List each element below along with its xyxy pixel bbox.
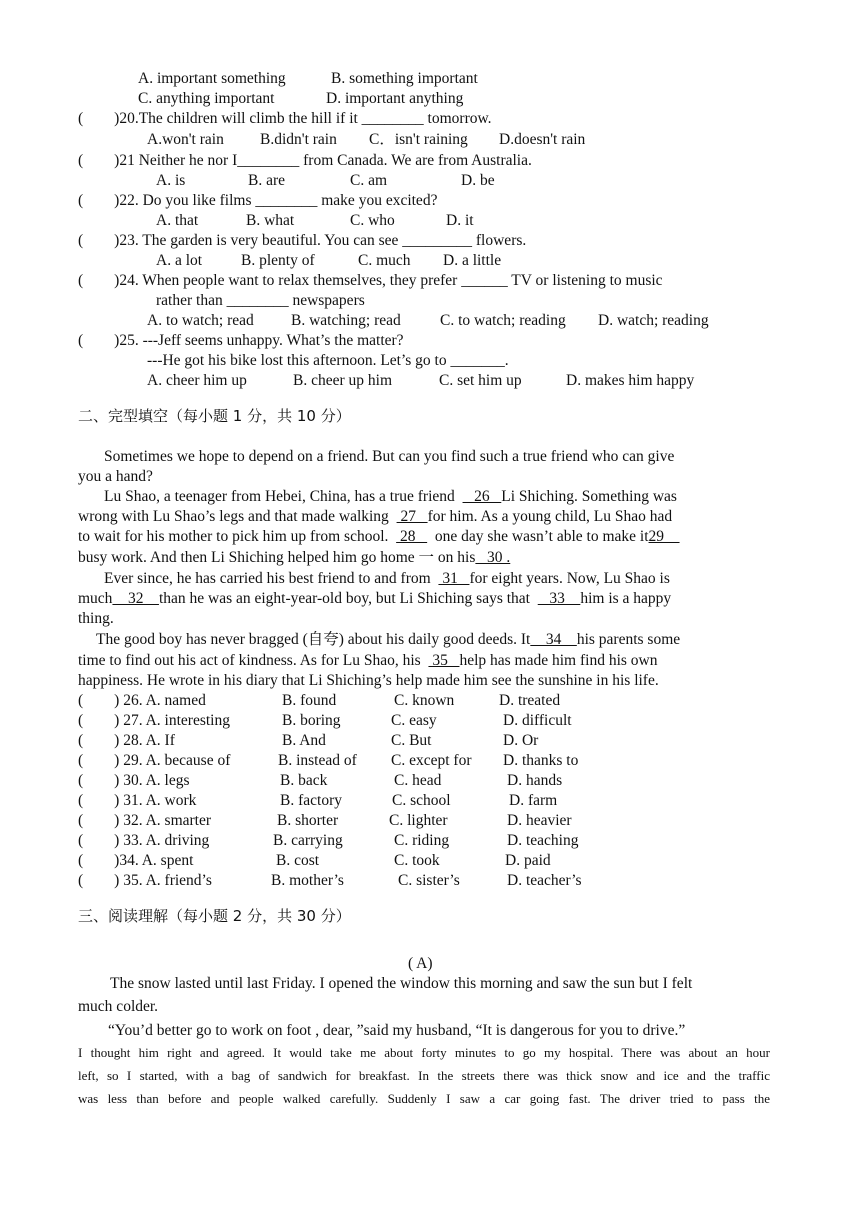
option-d: D. farm (509, 792, 558, 809)
passage-line: much colder. (78, 998, 159, 1015)
option-d: D. be (461, 172, 495, 189)
cloze-item: ( ) 27. A. interesting (78, 712, 230, 729)
option-a: A. is (156, 172, 186, 189)
passage-line: Lu Shao, a teenager from Hebei, China, has a true friend 26 Li Shiching. Something was (104, 488, 677, 505)
option-c: C. sister’s (398, 872, 460, 889)
option-b: B. back (280, 772, 328, 789)
q19-option-b: B. something important (331, 70, 478, 87)
option-b: B. boring (282, 712, 341, 729)
option-c: C. except for (391, 752, 472, 769)
option-d: D. heavier (507, 812, 572, 829)
option-a: A. cheer him up (147, 372, 247, 389)
option-c: C. school (392, 792, 451, 809)
option-c: C．isn't raining (369, 131, 468, 148)
option-b: B. factory (280, 792, 342, 809)
option-d: D. teaching (507, 832, 579, 849)
option-c: C. easy (391, 712, 437, 729)
passage-line: you a hand? (78, 468, 153, 485)
option-b: B. shorter (277, 812, 339, 829)
passage-line: was less than before and people walked carefully. Suddenly I saw a car going fast. The driver tried to pass the (78, 1091, 770, 1106)
option-d: D. hands (507, 772, 563, 789)
option-a: A.won't rain (147, 131, 224, 148)
question-stem-cont: ---He got his bike lost this afternoon. Let’s go to _______. (147, 352, 509, 369)
option-a: A. a lot (156, 252, 203, 269)
option-b: B. And (282, 732, 326, 749)
blank-33: 33 (537, 590, 581, 607)
passage-line: The good boy has never bragged (自夸) about his daily good deeds. It 34 his parents some (96, 631, 681, 648)
option-d: D. difficult (503, 712, 572, 729)
option-c: C. am (350, 172, 388, 189)
option-c: C. But (391, 732, 432, 749)
question-stem: ( )22. Do you like films ________ make you excited? (78, 192, 438, 209)
section-heading: 三、阅读理解（每小题 2 分，共 30 分） (78, 907, 351, 925)
option-b: B. cheer up him (293, 372, 393, 389)
cloze-item: ( ) 35. A. friend’s (78, 872, 212, 889)
option-d: D.doesn't rain (499, 131, 586, 148)
part-label: ( A) (408, 955, 433, 972)
question-stem: ( )25. ---Jeff seems unhappy. What’s the matter? (78, 332, 404, 349)
option-b: B. found (282, 692, 337, 709)
option-c: C. known (394, 692, 455, 709)
option-a: A. that (156, 212, 199, 229)
option-b: B. mother’s (271, 872, 344, 889)
option-d: D. paid (505, 852, 551, 869)
cloze-item: ( ) 32. A. smarter (78, 812, 212, 829)
question-stem-cont: rather than ________ newspapers (156, 292, 365, 309)
passage-line: Ever since, he has carried his best friend to and from 31 for eight years. Now, Lu Shao is (104, 570, 670, 587)
option-c: C. lighter (389, 812, 448, 829)
option-c: C. head (394, 772, 442, 789)
option-c: C. set him up (439, 372, 522, 389)
cloze-item: ( ) 29. A. because of (78, 752, 231, 769)
option-d: D. makes him happy (566, 372, 695, 389)
option-b: B. are (248, 172, 286, 189)
question-stem: ( )24. When people want to relax themselves, they prefer ______ TV or listening to music (78, 272, 663, 289)
cloze-item: ( ) 30. A. legs (78, 772, 190, 789)
blank-27: 27 (396, 508, 428, 525)
section-heading: 二、完型填空（每小题 1 分，共 10 分） (78, 407, 351, 425)
option-c: C. riding (394, 832, 450, 849)
question-stem: ( )23. The garden is very beautiful. You can see _________ flowers. (78, 232, 527, 249)
option-c: C. much (358, 252, 411, 269)
cloze-item: ( ) 31. A. work (78, 792, 197, 809)
option-d: D. it (446, 212, 474, 229)
blank-32: 32 (112, 590, 159, 607)
blank-35: 35 (428, 652, 460, 669)
cloze-item: ( ) 33. A. driving (78, 832, 210, 849)
passage-line: happiness. He wrote in his diary that Li Shiching’s help made him see the sunshine in his life. (78, 672, 659, 689)
option-b: B. instead of (278, 752, 357, 769)
option-b: B. carrying (273, 832, 343, 849)
cloze-item: ( ) 26. A. named (78, 692, 206, 709)
blank-28: 28 (396, 528, 428, 545)
passage-line: busy work. And then Li Shiching helped him go home 一 on his 30 . (78, 549, 511, 566)
option-d: D. Or (503, 732, 539, 749)
option-c: C. took (394, 852, 440, 869)
q19-option-a: A. important something (138, 70, 286, 87)
passage-line: to wait for his mother to pick him up from school. 28 one day she wasn’t able to make it29 (78, 528, 680, 545)
passage-line: thing. (78, 610, 114, 627)
passage-line: wrong with Lu Shao’s legs and that made walking 27 for him. As a young child, Lu Shao had (78, 508, 673, 525)
option-c: C. who (350, 212, 395, 229)
blank-31: 31 (438, 570, 470, 587)
cloze-item: ( ) 28. A. If (78, 732, 175, 749)
option-a: A. to watch; read (147, 312, 254, 329)
option-b: B. cost (276, 852, 320, 869)
passage-line: time to find out his act of kindness. As for Lu Shao, his 35 help has made him find his own (78, 652, 658, 669)
question-stem: ( )21 Neither he nor I________ from Canada. We are from Australia. (78, 152, 532, 169)
option-b: B. watching; read (291, 312, 401, 329)
option-d: D. treated (499, 692, 561, 709)
passage-line: I thought him right and agreed. It would take me about forty minutes to go my hospital. There was about an hour (78, 1045, 770, 1060)
passage-line: much 32 than he was an eight-year-old boy, but Li Shiching says that 33 him is a happy (78, 590, 672, 607)
blank-29: 29 (648, 528, 680, 545)
option-c: C. to watch; reading (440, 312, 566, 329)
option-b: B. plenty of (241, 252, 315, 269)
passage-line: “You’d better go to work on foot , dear, ”said my husband, “It is dangerous for you to drive.” (108, 1022, 686, 1039)
blank-30: 30 . (475, 549, 511, 566)
question-stem: ( )20.The children will climb the hill if it ________ tomorrow. (78, 110, 492, 127)
option-d: D. thanks to (503, 752, 579, 769)
passage-line: left, so I started, with a bag of sandwich for breakfast. In the streets there was thick snow and ice and the traffic (78, 1068, 770, 1083)
passage-line: Sometimes we hope to depend on a friend. But can you find such a true friend who can give (104, 448, 675, 465)
option-b: B.didn't rain (260, 131, 337, 148)
blank-26: 26 (462, 488, 502, 505)
passage-line: The snow lasted until last Friday. I opened the window this morning and saw the sun but I felt (110, 975, 693, 992)
cloze-item: ( )34. A. spent (78, 852, 194, 869)
option-d: D. a little (443, 252, 502, 269)
blank-34: 34 (530, 631, 577, 648)
q19-option-d: D. important anything (326, 90, 464, 107)
option-d: D. watch; reading (598, 312, 709, 329)
option-d: D. teacher’s (507, 872, 582, 889)
q19-option-c: C. anything important (138, 90, 275, 107)
option-b: B. what (246, 212, 295, 229)
